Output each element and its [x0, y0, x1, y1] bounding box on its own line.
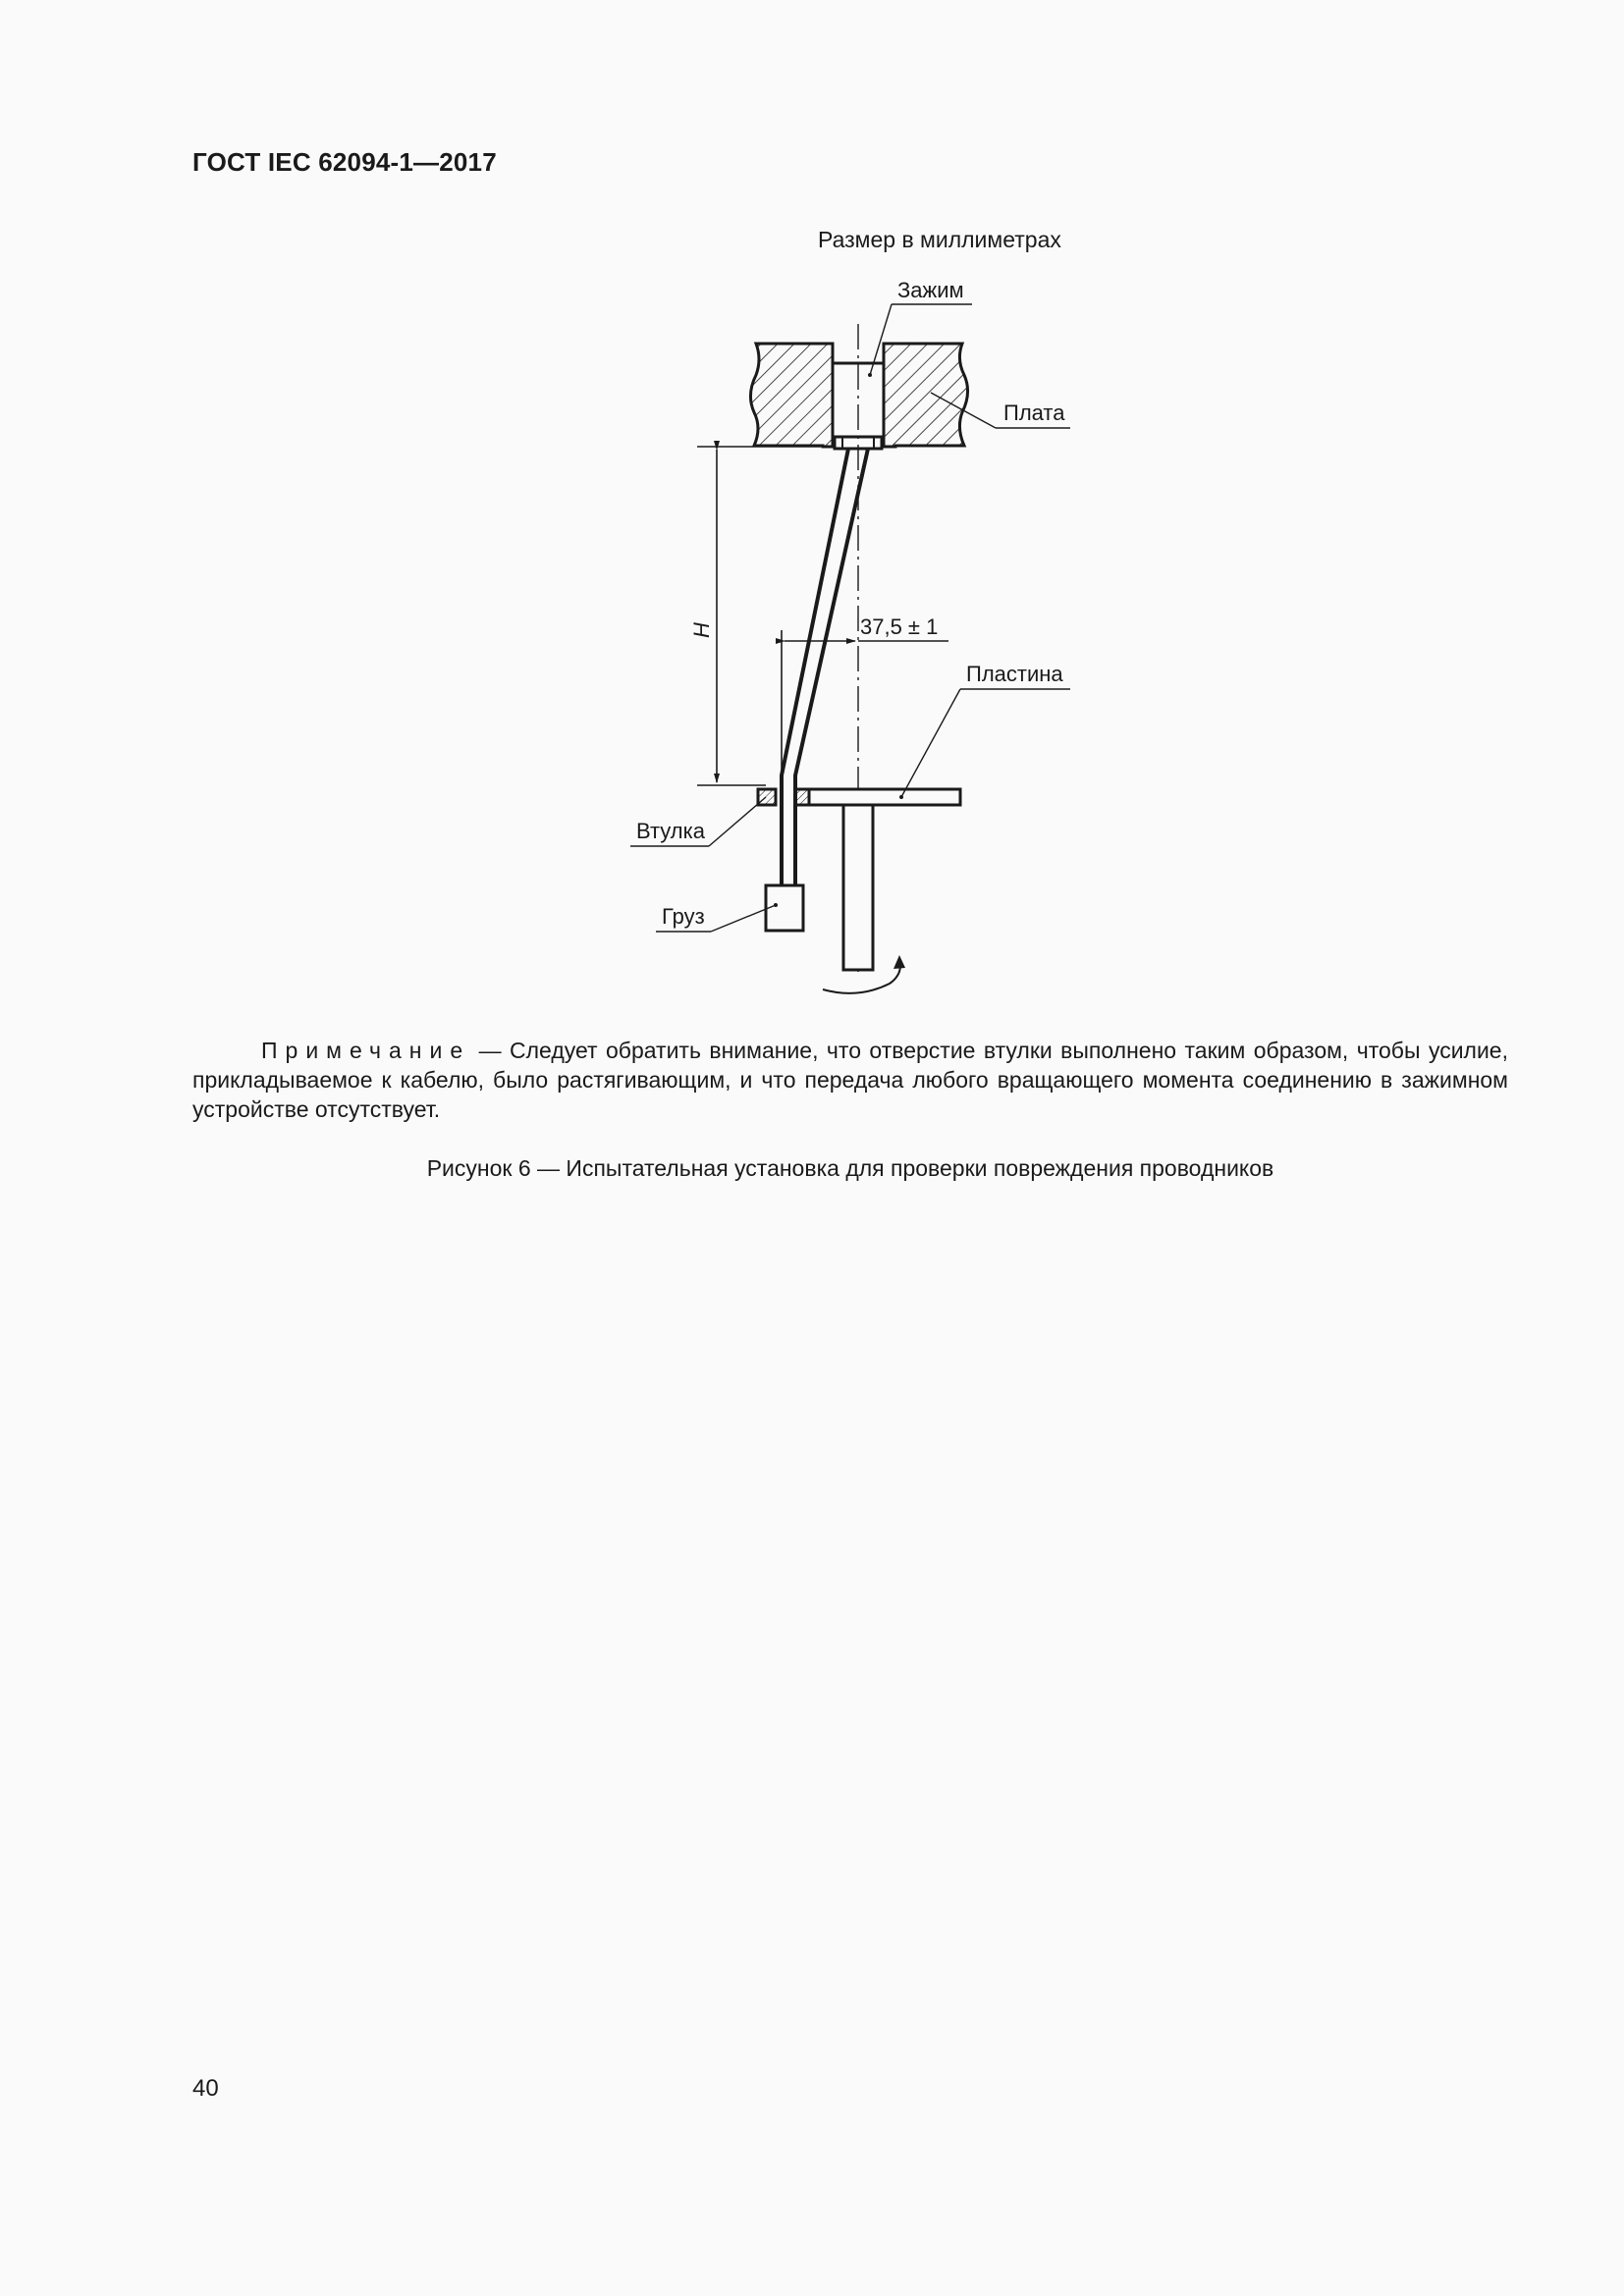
weight-block [766, 885, 803, 931]
test-setup-drawing [589, 265, 1100, 1021]
units-note: Размер в миллиметрах [818, 227, 1061, 252]
plate-leader [901, 689, 960, 797]
board-right-block [884, 344, 968, 447]
page-number: 40 [192, 2075, 219, 2102]
board-left-block [750, 344, 833, 447]
board-label: Плата [1003, 400, 1065, 425]
rotation-arrow-head [893, 955, 905, 969]
bushing-leader [709, 797, 766, 846]
plate-bar [809, 789, 960, 805]
bushing-label: Втулка [636, 819, 705, 843]
cable-left-edge [782, 449, 848, 885]
clamp-label: Зажим [897, 278, 964, 302]
plate-label: Пластина [966, 662, 1063, 686]
weight-leader-dot [774, 903, 778, 907]
bushing-left [758, 789, 776, 805]
document-header: ГОСТ IEC 62094-1—2017 [192, 147, 497, 177]
clamp-leader-dot [868, 373, 872, 377]
plate-shaft [843, 805, 873, 970]
dimension-h-label: H [689, 622, 714, 638]
figure-caption: Рисунок 6 — Испытательная установка для проверки повреждения проводников [426, 1155, 1274, 1181]
plate-leader-dot [899, 795, 903, 799]
note-text: — Следует обратить внимание, что отверстие втулки выполнено таким образом, чтобы усилие, прикладываемое к кабелю, было растягивающим, и что передача любого вращающего момента соединению в зажимном устройстве отсутствует. [192, 1038, 1508, 1122]
dimension-offset-label: 37,5 ± 1 [860, 614, 939, 639]
note-label: Примечание [261, 1038, 471, 1063]
figure-note [192, 1036, 1508, 1124]
weight-label: Груз [662, 904, 705, 929]
test-setup-figure [589, 265, 1100, 1021]
bushing-right [795, 789, 809, 805]
